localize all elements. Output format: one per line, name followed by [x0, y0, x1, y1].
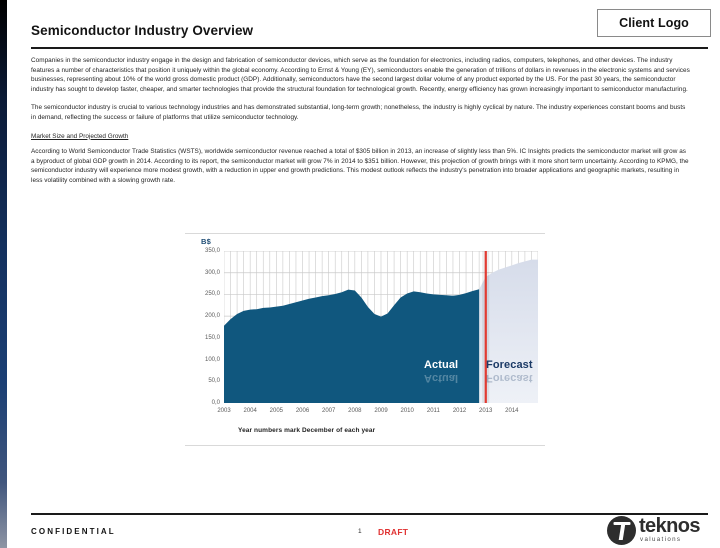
chart-plot-area	[224, 251, 538, 403]
semiconductor-revenue-chart	[185, 233, 545, 446]
client-logo-placeholder	[597, 9, 711, 37]
chart-band-label-reflection-actual: Actual	[424, 372, 459, 384]
teknos-mark-icon	[607, 516, 636, 545]
chart-x-tick-label: 2008	[348, 408, 362, 414]
chart-x-tick-label: 2009	[374, 408, 388, 414]
chart-y-tick-label: 200,0	[204, 313, 220, 320]
chart-y-tick-label: 100,0	[204, 356, 220, 363]
teknos-logo-name: teknos	[639, 515, 700, 538]
teknos-wordmark	[639, 516, 700, 543]
chart-y-tick-label: 350,0	[204, 248, 220, 254]
chart-area-actual	[224, 289, 479, 403]
chart-x-tick-label: 2004	[243, 408, 257, 414]
chart-y-tick-label: 50,0	[208, 378, 220, 385]
chart-y-axis-title: B$	[201, 237, 211, 246]
paragraph-industry-overview: Companies in the semiconductor industry engage in the design and fabrication of semiconductor devices, which serve as the foundation for electronics, including radios, computers, telephones, and other devices. The industry features a number of characteristics that position it uniquely within the global economy. According to Ernst & Young (EY), semiconductors enable the generation of trillions of dollars in revenues in the electronic systems and services businesses, representing about 10% of the world gross domestic product (GDP). Additionally, semiconductors have the second largest dollar volume of any product exported by the US. For the past 30 years, the semiconductor industry has sought to develop faster, cheaper, and smarter technologies that provide the structural foundation for technological growth. Recently, energy efficiency has grown increasingly important to semiconductor manufacturing.	[31, 57, 690, 93]
slide-header	[7, 0, 720, 52]
body-content	[31, 56, 691, 195]
chart-bottom-divider	[185, 445, 545, 446]
chart-x-tick-label: 2010	[400, 408, 414, 414]
page-title: Semiconductor Industry Overview	[31, 23, 254, 38]
footer-draft-status: DRAFT	[378, 527, 409, 537]
chart-x-tick-label: 2007	[321, 408, 336, 414]
chart-x-tick-label: 2003	[217, 408, 231, 414]
left-edge-accent-bar	[0, 0, 7, 548]
chart-x-axis-ticks	[217, 408, 538, 420]
chart-x-tick-label: 2005	[269, 408, 284, 414]
paragraph-cyclicality: The semiconductor industry is crucial to various technology industries and has demonstrated substantial, long-term growth; nonetheless, the industry is highly cyclical by nature. The industry experiences constant booms and busts in demand, reflecting the success or failure of platforms that utilize semiconductor technology.	[31, 104, 686, 121]
teknos-logo	[607, 514, 711, 546]
chart-band-label-forecast: Forecast	[486, 359, 533, 371]
client-logo-label: Client Logo	[619, 16, 689, 30]
chart-x-tick-label: 2014	[505, 408, 519, 414]
chart-x-tick-label: 2012	[452, 408, 467, 414]
chart-y-tick-label: 0,0	[211, 400, 220, 406]
header-divider	[31, 47, 708, 49]
chart-y-axis-ticks	[193, 233, 220, 446]
chart-x-tick-label: 2013	[478, 408, 493, 414]
chart-band-label-reflection-forecast: Forecast	[486, 372, 533, 384]
chart-x-tick-label: 2006	[295, 408, 310, 414]
teknos-logo-tagline: valuations	[640, 536, 682, 544]
paragraph-market-size: According to World Semiconductor Trade Statistics (WSTS), worldwide semiconductor revenue reached a total of $305 billion in 2013, an increase of slightly less than 5%. IC Insights predicts the semiconductor market will grow as a byproduct of global GDP growth in 2014. According to its report, the semiconductor market will grow 7% in 2014 to $351 billion. However, this projection of growth brings with it more short term uncertainty. According to KPMG, the semiconductor industry will experience more modest growth, with a reduction in upper end growth predictions. This modest outlook reflects the industry's penetration into broader applications and geographic markets, resulting in less volatility combined with a slowing growth rate.	[31, 148, 689, 184]
footer-confidential-label: CONFIDENTIAL	[31, 527, 116, 536]
chart-band-label-actual: Actual	[424, 359, 459, 371]
chart-y-tick-label: 250,0	[204, 291, 220, 298]
chart-y-tick-label: 150,0	[204, 334, 220, 341]
footer-page-number: 1	[358, 528, 362, 535]
chart-x-tick-label: 2011	[426, 408, 440, 414]
chart-y-tick-label: 300,0	[204, 269, 220, 276]
section-subheading: Market Size and Projected Growth	[31, 132, 129, 140]
chart-caption: Year numbers mark December of each year	[238, 427, 376, 434]
chart-top-divider	[185, 233, 545, 234]
